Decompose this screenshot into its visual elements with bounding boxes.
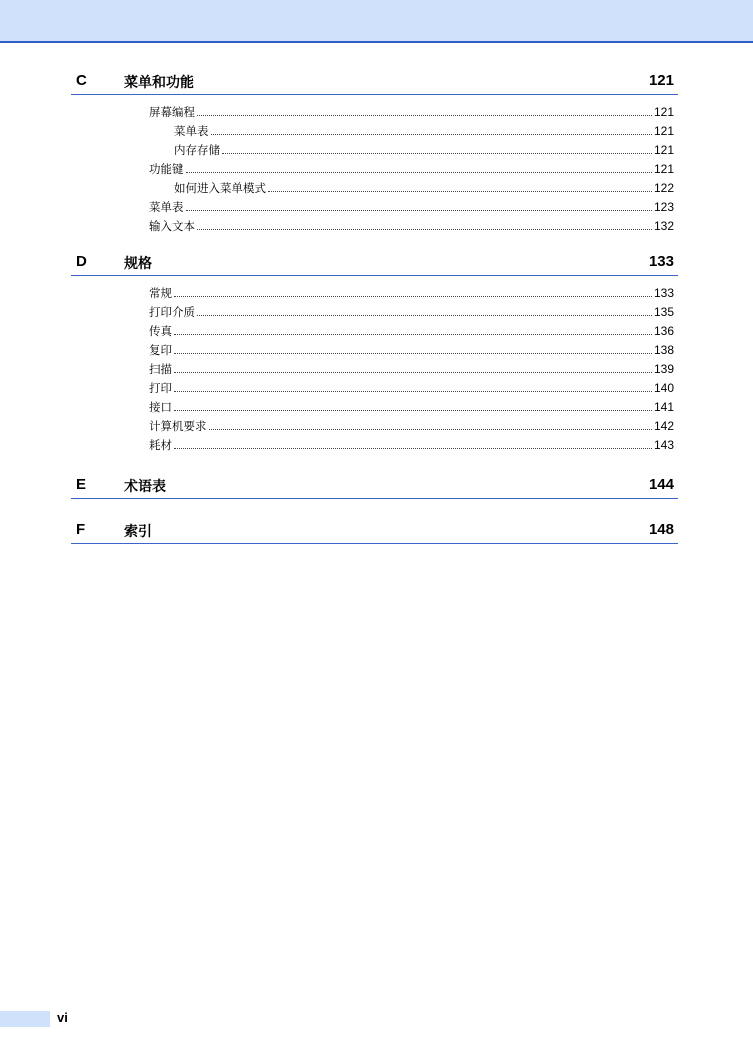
toc-entry-page: 121 — [653, 105, 674, 119]
toc-entry[interactable] — [149, 199, 674, 218]
dot-leader — [268, 180, 652, 192]
toc-entry[interactable] — [149, 342, 674, 361]
section-letter: D — [76, 253, 87, 270]
toc-entry-page: 141 — [653, 400, 674, 414]
dot-leader — [174, 380, 652, 392]
dot-leader — [186, 199, 652, 211]
dot-leader — [174, 285, 652, 297]
toc-entry-label: 复印 — [149, 343, 172, 357]
toc-entry-page: 138 — [653, 343, 674, 357]
dot-leader — [197, 104, 652, 116]
toc-entry-page: 140 — [653, 381, 674, 395]
toc-entry-label: 屏幕编程 — [149, 105, 195, 119]
dot-leader — [222, 142, 652, 154]
section-title: 索引 — [124, 524, 152, 540]
toc-entry-label: 输入文本 — [149, 219, 195, 233]
section-title: 规格 — [124, 256, 152, 272]
dot-leader — [174, 323, 652, 335]
toc-section-d — [71, 253, 678, 452]
section-heading[interactable] — [71, 476, 678, 499]
toc-entry[interactable] — [149, 218, 674, 237]
toc-entry[interactable] — [149, 304, 674, 323]
toc-entry[interactable] — [149, 399, 674, 418]
toc-entry-page: 142 — [653, 419, 674, 433]
toc-subentry[interactable] — [149, 123, 674, 142]
toc-entry[interactable] — [149, 323, 674, 342]
toc-subentry[interactable] — [149, 142, 674, 161]
toc-entry[interactable] — [149, 361, 674, 380]
section-letter: F — [76, 521, 86, 538]
toc-entry-label: 打印介质 — [149, 305, 195, 319]
section-page-number: 144 — [648, 476, 674, 493]
toc-entry-page: 121 — [653, 124, 674, 138]
toc-entry-page: 143 — [653, 438, 674, 452]
toc-entry-label: 传真 — [149, 324, 172, 338]
toc-entry-page: 136 — [653, 324, 674, 338]
toc-entry[interactable] — [149, 437, 674, 456]
footer-bar — [0, 1011, 50, 1027]
page-number: vi — [57, 1010, 68, 1025]
section-heading[interactable] — [71, 521, 678, 544]
section-heading[interactable] — [71, 253, 678, 276]
toc-subentry[interactable] — [149, 180, 674, 199]
toc-entry-page: 135 — [653, 305, 674, 319]
dot-leader — [174, 399, 652, 411]
dot-leader — [186, 161, 652, 173]
toc-section-c — [71, 72, 678, 233]
dot-leader — [174, 437, 652, 449]
dot-leader — [197, 304, 652, 316]
toc-entry-page: 132 — [653, 219, 674, 233]
toc-entry-list — [149, 285, 674, 456]
section-page-number: 121 — [648, 72, 674, 89]
section-heading[interactable] — [71, 72, 678, 95]
toc-entry-label: 内存存储 — [174, 143, 220, 157]
dot-leader — [174, 342, 652, 354]
dot-leader — [211, 123, 652, 135]
toc-entry-label: 菜单表 — [149, 200, 184, 214]
dot-leader — [209, 418, 652, 430]
toc-entry-page: 121 — [653, 162, 674, 176]
toc-entry-page: 123 — [653, 200, 674, 214]
dot-leader — [174, 361, 652, 373]
section-page-number: 133 — [648, 253, 674, 270]
toc-entry-label: 菜单表 — [174, 124, 209, 138]
toc-entry-list — [149, 104, 674, 237]
toc-entry[interactable] — [149, 285, 674, 304]
toc-entry-page: 133 — [653, 286, 674, 300]
toc-entry-label: 耗材 — [149, 438, 172, 452]
toc-entry-page: 139 — [653, 362, 674, 376]
toc-entry-label: 如何进入菜单模式 — [174, 181, 266, 195]
toc-entry-label: 常规 — [149, 286, 172, 300]
header-band — [0, 0, 753, 43]
section-title: 术语表 — [124, 479, 166, 495]
section-page-number: 148 — [648, 521, 674, 538]
section-title: 菜单和功能 — [124, 75, 194, 91]
toc-entry[interactable] — [149, 104, 674, 123]
toc-entry-page: 121 — [653, 143, 674, 157]
toc-section-f — [71, 521, 678, 544]
toc-entry-label: 打印 — [149, 381, 172, 395]
toc-entry-label: 计算机要求 — [149, 419, 207, 433]
section-letter: E — [76, 476, 87, 493]
toc-entry[interactable] — [149, 418, 674, 437]
dot-leader — [197, 218, 652, 230]
toc-entry-label: 功能键 — [149, 162, 184, 176]
toc-entry-label: 接口 — [149, 400, 172, 414]
toc-entry-label: 扫描 — [149, 362, 172, 376]
toc-entry[interactable] — [149, 161, 674, 180]
section-letter: C — [76, 72, 87, 89]
toc-section-e — [71, 476, 678, 499]
toc-entry[interactable] — [149, 380, 674, 399]
toc-entry-page: 122 — [653, 181, 674, 195]
